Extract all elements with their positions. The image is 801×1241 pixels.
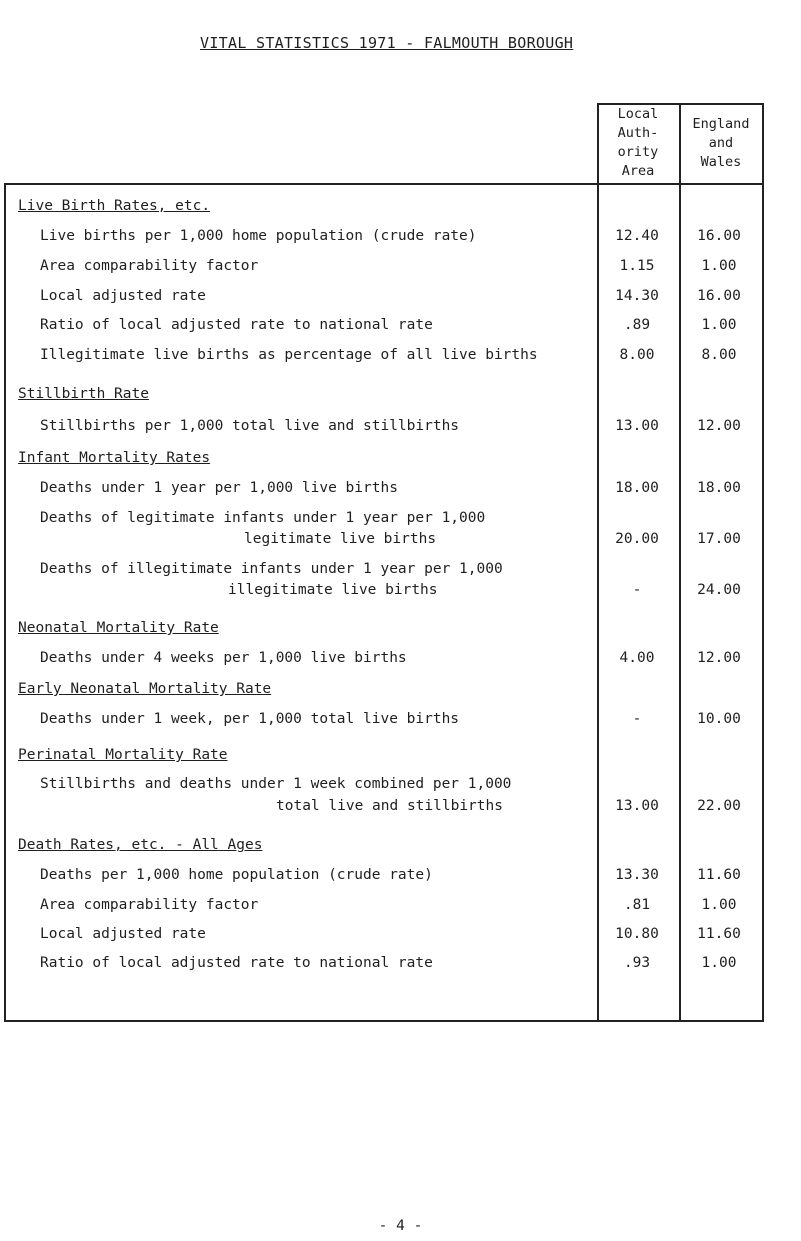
section-heading: Stillbirth Rate <box>18 386 149 402</box>
section-heading: Neonatal Mortality Rate <box>18 620 219 636</box>
row-label-continued: total live and stillbirths <box>276 798 503 814</box>
national-value: 8.00 <box>701 347 737 363</box>
col-local-line: Area <box>621 163 655 179</box>
section-heading: Live Birth Rates, etc. <box>18 198 211 214</box>
national-value: 1.00 <box>701 955 737 971</box>
national-value: 1.00 <box>701 258 737 274</box>
table-bottom-rule <box>4 1020 764 1022</box>
section-heading: Perinatal Mortality Rate <box>18 747 228 763</box>
local-value: - <box>632 711 642 727</box>
local-value: 18.00 <box>615 480 659 496</box>
national-value: 1.00 <box>701 897 737 913</box>
local-value: 4.00 <box>619 650 655 666</box>
row-label-continued: illegitimate live births <box>228 582 438 598</box>
row-label: Stillbirths per 1,000 total live and stillbirths <box>40 418 460 434</box>
col-divider-right <box>762 103 764 1021</box>
national-value: 12.00 <box>697 650 741 666</box>
column-header-national <box>680 115 762 172</box>
national-value: 10.00 <box>697 711 741 727</box>
col-local-line: Local <box>617 106 659 122</box>
col-national-line: Wales <box>700 154 742 170</box>
local-value: 1.15 <box>619 258 655 274</box>
local-value: .81 <box>623 897 651 913</box>
col-local-line: ority <box>617 144 659 160</box>
col-national-line: England <box>692 116 750 132</box>
local-value: 10.80 <box>615 926 659 942</box>
col-national-line: and <box>708 135 734 151</box>
col-local-line: Auth- <box>617 125 659 141</box>
national-value: 11.60 <box>697 926 741 942</box>
local-value: 13.30 <box>615 867 659 883</box>
row-label: Deaths under 4 weeks per 1,000 live births <box>40 650 407 666</box>
local-value: .93 <box>623 955 651 971</box>
national-value: 16.00 <box>697 228 741 244</box>
national-value: 12.00 <box>697 418 741 434</box>
page-number: - 4 - <box>378 1218 423 1234</box>
local-value: 12.40 <box>615 228 659 244</box>
row-label: Local adjusted rate <box>40 926 206 942</box>
national-value: 24.00 <box>697 582 741 598</box>
local-value: - <box>632 582 642 598</box>
column-header-local <box>598 105 678 181</box>
section-heading: Early Neonatal Mortality Rate <box>18 681 272 697</box>
row-label: Deaths per 1,000 home population (crude rate) <box>40 867 433 883</box>
local-value: .89 <box>623 317 651 333</box>
section-heading: Infant Mortality Rates <box>18 450 211 466</box>
row-label: Ratio of local adjusted rate to national rate <box>40 317 433 333</box>
table-left-border <box>4 183 6 1021</box>
national-value: 18.00 <box>697 480 741 496</box>
local-value: 8.00 <box>619 347 655 363</box>
section-heading: Death Rates, etc. - All Ages <box>18 837 263 853</box>
local-value: 13.00 <box>615 418 659 434</box>
row-label: Deaths under 1 year per 1,000 live births <box>40 480 398 496</box>
local-value: 13.00 <box>615 798 659 814</box>
row-label: Local adjusted rate <box>40 288 206 304</box>
national-value: 16.00 <box>697 288 741 304</box>
national-value: 17.00 <box>697 531 741 547</box>
header-bottom-rule <box>4 183 764 185</box>
row-label: Area comparability factor <box>40 897 259 913</box>
row-label-continued: legitimate live births <box>244 531 437 547</box>
row-label: Deaths of illegitimate infants under 1 year per 1,000 <box>40 561 503 577</box>
row-label: Deaths under 1 week, per 1,000 total live births <box>40 711 460 727</box>
row-label: Stillbirths and deaths under 1 week combined per 1,000 <box>40 776 512 792</box>
row-label: Illegitimate live births as percentage of all live births <box>40 347 538 363</box>
row-label: Ratio of local adjusted rate to national rate <box>40 955 433 971</box>
national-value: 22.00 <box>697 798 741 814</box>
national-value: 11.60 <box>697 867 741 883</box>
national-value: 1.00 <box>701 317 737 333</box>
row-label: Deaths of legitimate infants under 1 year per 1,000 <box>40 510 486 526</box>
row-label: Area comparability factor <box>40 258 259 274</box>
local-value: 14.30 <box>615 288 659 304</box>
row-label: Live births per 1,000 home population (crude rate) <box>40 228 477 244</box>
local-value: 20.00 <box>615 531 659 547</box>
page-title: VITAL STATISTICS 1971 - FALMOUTH BOROUGH <box>200 34 574 52</box>
